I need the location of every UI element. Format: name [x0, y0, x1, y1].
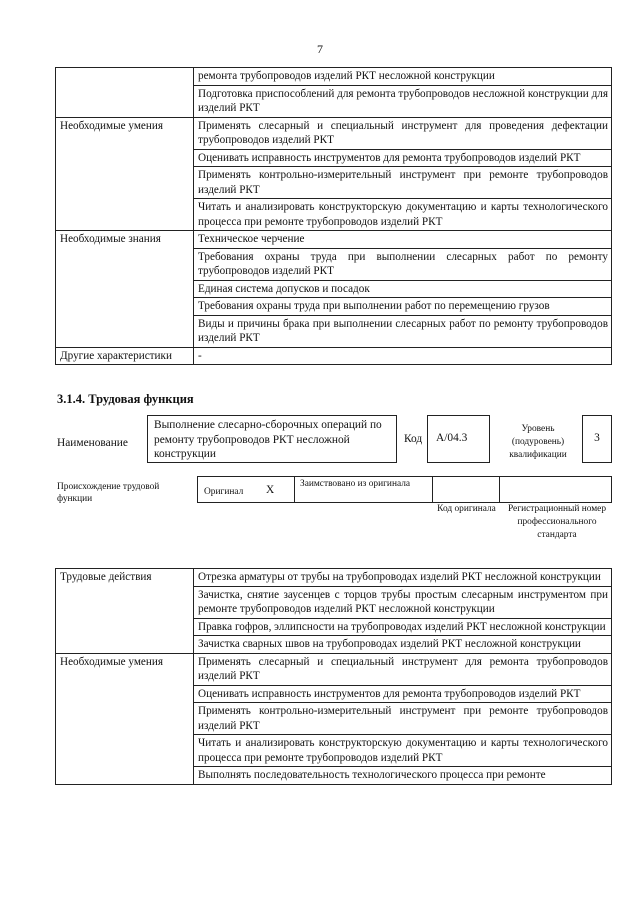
row-item: Применять контрольно-измерительный инструмент при ремонте трубопроводов изделий РКТ: [194, 703, 612, 735]
table-row: [56, 653, 612, 685]
table-row: [56, 231, 612, 249]
requirements-table-bottom: [55, 568, 612, 785]
level-label: Уровень (подуровень) квалификации: [509, 424, 567, 460]
row-item: Применять слесарный и специальный инструмент для ремонта трубопроводов изделий РКТ: [194, 653, 612, 685]
reg-number-caption: Регистрационный номер профессионального стандарта: [507, 504, 607, 540]
row-item: Подготовка приспособлений для ремонта трубопроводов несложной конструкции для изделий РКТ: [194, 85, 612, 117]
row-item: Отрезка арматуры от трубы на трубопроводах изделий РКТ несложной конструкции: [194, 569, 612, 587]
origin-label: Происхождение трудовой функции: [57, 482, 160, 504]
borrowed-label: Заимствовано из оригинала: [300, 479, 411, 489]
name-label: Наименование: [57, 437, 128, 449]
requirements-table-top: [55, 67, 612, 365]
section-heading: 3.1.4. Трудовая функция: [57, 392, 194, 406]
level-box: [582, 415, 612, 463]
row-item: Оценивать исправность инструментов для ремонта трубопроводов изделий РКТ: [194, 149, 612, 167]
origin-grid: [197, 476, 612, 503]
row-item: Читать и анализировать конструкторскую документацию и карты технологического процесса при ремонте трубопроводов изделий РКТ: [194, 735, 612, 767]
row-label: [56, 68, 194, 118]
row-item: Единая система допусков и посадок: [194, 280, 612, 298]
table-row: [56, 68, 612, 86]
function-name-value: Выполнение слесарно-сборочных операций по ремонту трубопроводов РКТ несложной конструкции: [154, 419, 382, 460]
page-number: 7: [317, 42, 323, 56]
row-item: Техническое черчение: [194, 231, 612, 249]
row-item: Правка гофров, эллипсности на трубопроводах изделий РКТ несложной конструкции: [194, 618, 612, 636]
row-label: Необходимые умения: [56, 653, 194, 784]
row-item: Применять слесарный и специальный инструмент для проведения дефектации трубопроводов изделий РКТ: [194, 117, 612, 149]
code-value: А/04.3: [436, 432, 468, 444]
row-item: Выполнять последовательность технологического процесса при ремонте: [194, 767, 612, 785]
row-item: -: [194, 347, 612, 365]
code-box: [427, 415, 490, 463]
table-row: [56, 347, 612, 365]
table-row: [56, 117, 612, 149]
code-original-caption: Код оригинала: [437, 504, 496, 514]
row-item: Оценивать исправность инструментов для ремонта трубопроводов изделий РКТ: [194, 685, 612, 703]
row-item: Читать и анализировать конструкторскую документацию и карты технологического процесса при ремонте трубопроводов изделий РКТ: [194, 199, 612, 231]
row-item: Требования охраны труда при выполнении слесарных работ по ремонту трубопроводов изделий РКТ: [194, 248, 612, 280]
row-label: Другие характеристики: [56, 347, 194, 365]
row-item: Требования охраны труда при выполнении работ по перемещению грузов: [194, 298, 612, 316]
original-checkmark: X: [266, 484, 275, 496]
original-label: Оригинал: [204, 487, 244, 497]
row-item: Зачистка, снятие заусенцев с торцов трубы простым слесарным инструментом при ремонте трубопроводов изделий РКТ несложной конструкции: [194, 586, 612, 618]
level-value: 3: [594, 432, 600, 444]
function-name-box: [147, 415, 397, 463]
row-item: Зачистка сварных швов на трубопроводах изделий РКТ несложной конструкции: [194, 636, 612, 654]
code-label: Код: [404, 433, 423, 445]
row-label: Необходимые умения: [56, 117, 194, 231]
row-label: Трудовые действия: [56, 569, 194, 654]
table-row: [56, 569, 612, 587]
row-item: ремонта трубопроводов изделий РКТ несложной конструкции: [194, 68, 612, 86]
row-label: Необходимые знания: [56, 231, 194, 348]
row-item: Применять контрольно-измерительный инструмент при ремонте трубопроводов изделий РКТ: [194, 167, 612, 199]
row-item: Виды и причины брака при выполнении слесарных работ по ремонту трубопроводов изделий РКТ: [194, 315, 612, 347]
